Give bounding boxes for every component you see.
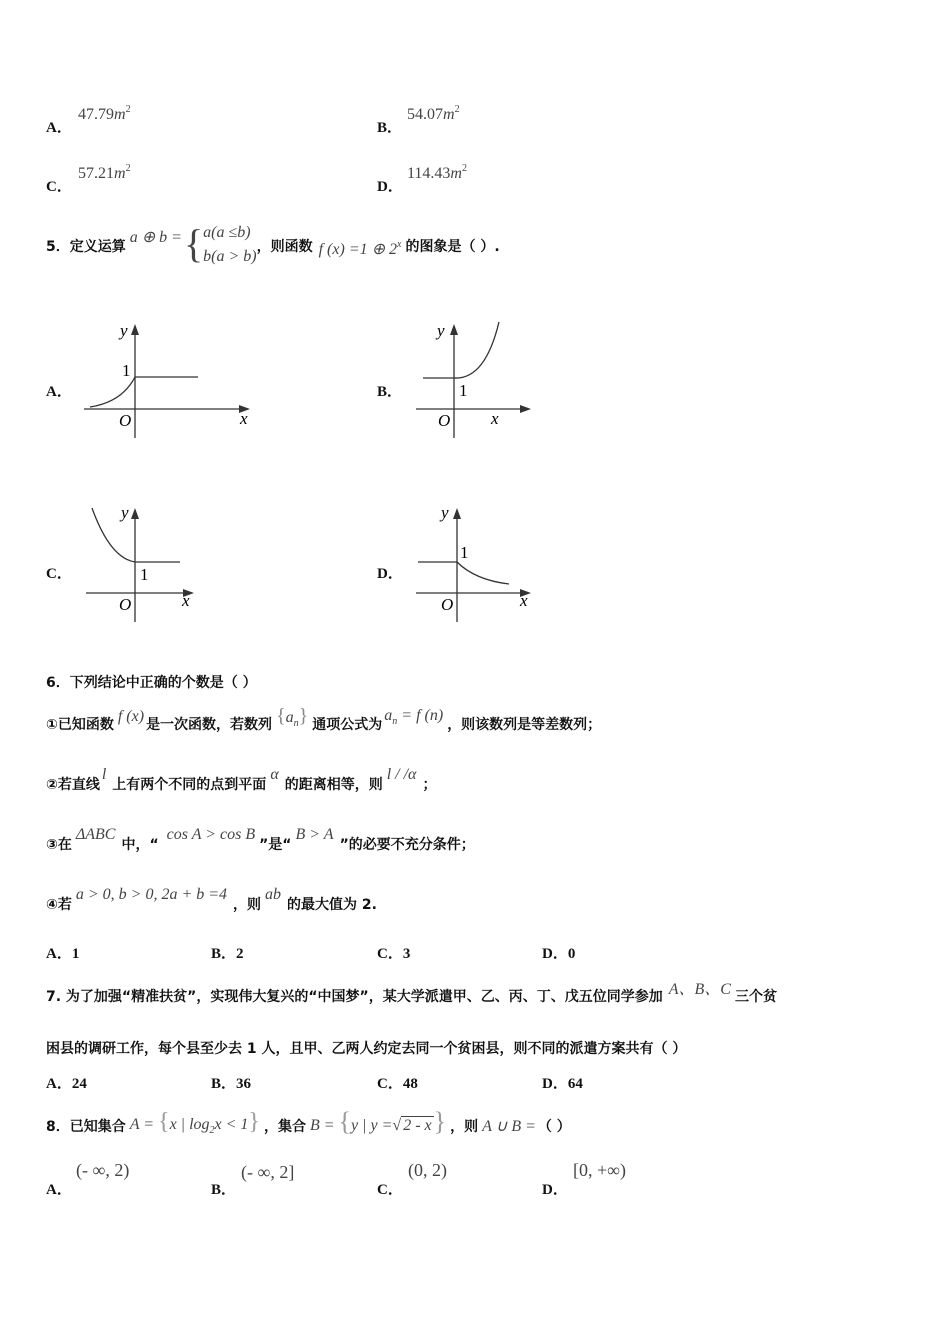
graph-a-one-label: 1 <box>122 361 131 380</box>
graph-a-curve <box>90 377 198 407</box>
q6-statement-1: ①已知函数 f (x) 是一次函数，若数列 $\{a_n\}$ 通项公式为 $a_n = f$ (n) ，则该数列是等差数列； <box>46 705 602 733</box>
q6-option-a: A．1 <box>46 946 80 962</box>
q5-text3: 的图象是（ ）. <box>405 239 500 255</box>
q8-option-a-value: (- ∞, 2) <box>76 1160 130 1180</box>
q6-s1-fx: f (x) <box>117 708 145 725</box>
graph-a-x-label: x <box>240 409 248 428</box>
q6-s4-ab: ab <box>265 886 282 903</box>
q7-option-d: D．64 <box>542 1076 583 1092</box>
q5-graph-b <box>413 318 583 442</box>
q6-s3-ba: B > A <box>295 826 334 843</box>
q8-set-b: B = {y | y =√ 2 - x} <box>309 1107 447 1136</box>
q5-option-d-label: D． <box>377 566 403 582</box>
graph-b-y-arrow <box>450 324 458 335</box>
q5-number: 5． <box>46 239 70 255</box>
q8-union: A ∪ B = <box>482 1118 536 1135</box>
q5-graph-c <box>84 500 254 624</box>
q4-option-c-value: $57.21m^2$ <box>78 163 131 182</box>
q5-case1: a(a ≤b) <box>203 224 251 241</box>
q5-brace: { <box>183 221 204 266</box>
q8-option-b-value: (- ∞, 2] <box>241 1162 295 1182</box>
q5-stem <box>46 218 500 274</box>
graph-a-y-arrow <box>131 324 139 335</box>
q8-options <box>46 1160 686 1200</box>
graph-b-y-label: y <box>437 321 445 340</box>
q5-operation-lhs: a ⊕ b = <box>129 229 182 246</box>
q8-option-a-label: A． <box>46 1182 72 1198</box>
q6-statement-4: ④若 a > 0, b > 0, 2a + b =4 ，则 ab 的最大值为 2. <box>46 886 377 913</box>
q5-case2: b(a > b) <box>203 248 257 265</box>
q6-s3-cos: cos A > cos B <box>166 826 256 843</box>
graph-c-one-label: 1 <box>140 565 149 584</box>
q7-options <box>46 1072 646 1092</box>
graph-c-origin-label: O <box>119 595 132 614</box>
q8-option-c-value: (0, 2) <box>408 1160 447 1180</box>
graph-b-one-label: 1 <box>459 381 468 400</box>
q4-option-b-value: $54.07m^2$ <box>407 104 460 123</box>
q6-s2-line: l <box>101 766 107 783</box>
q6-option-c: C．3 <box>377 946 411 962</box>
q6-stem: 6．下列结论中正确的个数是（ ） <box>46 675 257 691</box>
graph-c-y-arrow <box>131 508 139 519</box>
q7-option-c: C．48 <box>377 1076 418 1092</box>
graph-d-x-label: x <box>520 591 528 610</box>
q7-stem-line1: 7. 为了加强“精准扶贫”，实现伟大复兴的“中国梦”，某大学派遣甲、乙、丙、丁、戊五位同学参加 A、B、C 三个贫 <box>46 976 777 1016</box>
graph-b-origin-label: O <box>438 411 451 430</box>
graph-d-one-label: 1 <box>460 543 469 562</box>
q7-stem-line2: 困县的调研工作，每个县至少去 1 人，且甲、乙两人约定去同一个贫困县，则不同的派遣方案共有（ ） <box>46 1041 687 1057</box>
graph-d-curve <box>418 562 509 584</box>
graph-c-x-label: x <box>182 591 190 610</box>
q4-option-d-value: $114.43m^2$ <box>407 163 467 182</box>
q8-option-d-value: [0, +∞) <box>573 1160 626 1180</box>
q4-option-a-label: A． <box>46 120 72 136</box>
q5-option-a-label: A． <box>46 384 72 400</box>
q4-option-c-label: C． <box>46 179 72 195</box>
graph-a-origin-label: O <box>119 411 132 430</box>
q8-stem: 8．已知集合 A = {x | $\log_2x < 1$} ，集合 B = {y | y =√ 2 - x} ，则 A ∪ B = （ ） <box>46 1107 571 1136</box>
q7-option-b: B．36 <box>211 1076 252 1092</box>
q4-option-d-label: D． <box>377 179 403 195</box>
q6-options <box>46 942 646 962</box>
q6-statement-3: ③在 ΔABC 中，“ cos A > cos B ”是“ B > A ”的必要不充分条件； <box>46 826 475 853</box>
graph-c-y-label: y <box>121 503 129 522</box>
q6-s4-condition: a > 0, b > 0, 2a + b =4 <box>75 886 228 903</box>
graph-b-x-label: x <box>491 409 499 428</box>
q8-set-a: A = {x | $\log_2x < 1$} <box>129 1108 260 1136</box>
q6-option-b: B．2 <box>211 946 244 962</box>
q5-graph-a <box>84 318 254 442</box>
q5-text1: 定义运算 <box>69 239 126 255</box>
q5-cases <box>203 221 256 269</box>
q6-s2-plane: α <box>270 766 279 783</box>
graph-b-x-arrow <box>520 405 531 413</box>
graph-d-y-label: y <box>441 503 449 522</box>
q8-option-c-label: C． <box>377 1182 403 1198</box>
q6-s1-formula: $a_n = f$ (n) <box>384 707 444 727</box>
q7-counties: A、B、C <box>668 980 731 998</box>
graph-d-origin-label: O <box>441 595 454 614</box>
q8-option-b-label: B． <box>211 1182 237 1198</box>
graph-b-curve <box>423 322 499 378</box>
q8-option-d-label: D． <box>542 1182 568 1198</box>
q7-option-a: A．24 <box>46 1076 87 1092</box>
graph-a-y-label: y <box>120 321 128 340</box>
q5-graph-d <box>413 500 583 624</box>
q5-option-b-label: B． <box>377 384 403 400</box>
q4-option-a-value: $47.79m^2$ <box>78 104 131 123</box>
q4-option-b-label: B． <box>377 120 403 136</box>
q5-text2: ，则函数 <box>256 239 313 255</box>
q6-option-d: D．0 <box>542 946 576 962</box>
q6-statement-2: ②若直线 l 上有两个不同的点到平面 α 的距离相等，则 l / /α ； <box>46 766 437 793</box>
q5-function: f (x) =1 ⊕ 2$^x$ <box>318 239 402 258</box>
q6-s3-triangle: ΔABC <box>75 826 116 843</box>
q5-option-c-label: C． <box>46 566 72 582</box>
graph-d-y-arrow <box>453 508 461 519</box>
q6-s2-parallel: l / /α <box>386 766 417 783</box>
q6-s1-sequence: $\{a_n\}$ <box>276 705 309 729</box>
